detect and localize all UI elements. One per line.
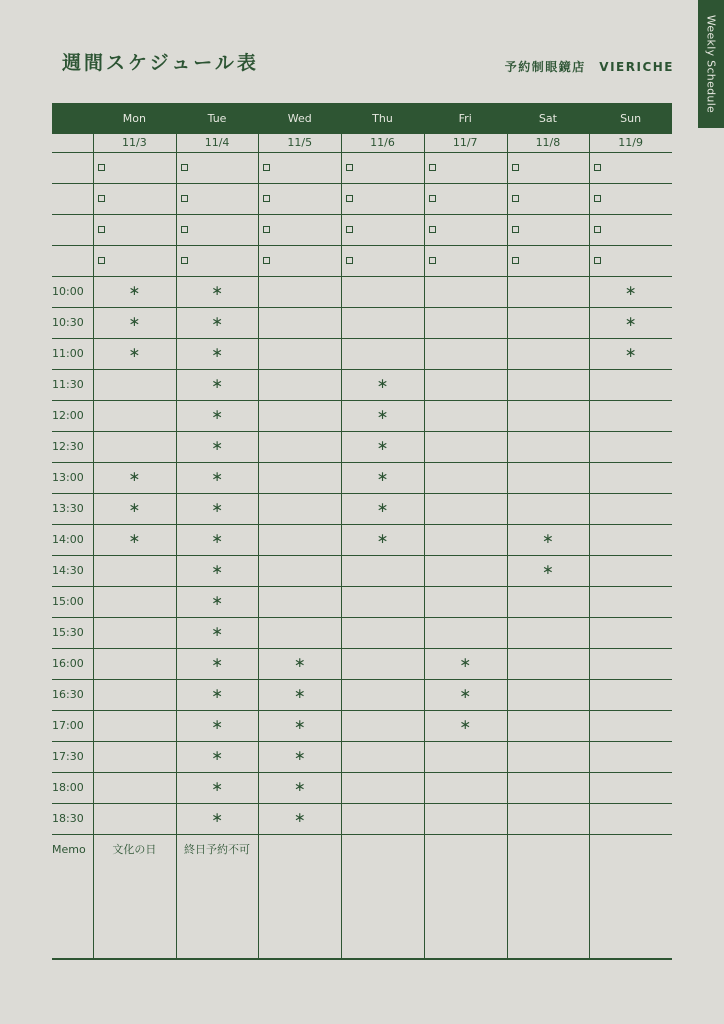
checkbox[interactable] [429,195,436,202]
checkbox[interactable] [263,257,270,264]
row-divider [52,617,672,618]
checkbox[interactable] [98,257,105,264]
date-cell: 11/8 [535,136,561,149]
booking-mark: ∗ [128,500,141,516]
checkbox[interactable] [181,257,188,264]
checkbox[interactable] [98,164,105,171]
day-header-mon: Mon [122,112,146,125]
day-header-sat: Sat [538,112,557,125]
day-header-bar [52,103,672,134]
booking-mark: ∗ [211,655,223,671]
booking-mark: ∗ [211,283,223,299]
date-cell: 11/7 [452,136,478,149]
booking-mark: ∗ [376,407,389,423]
time-label: 11:30 [52,378,84,391]
booking-mark: ∗ [376,376,389,392]
time-label: 10:00 [52,285,84,298]
memo-note: 終日予約不可 [184,843,251,856]
time-label: 12:00 [52,409,84,422]
checkbox[interactable] [346,257,353,264]
time-label: 13:30 [52,502,84,515]
booking-mark: ∗ [211,779,223,795]
column-divider [176,134,177,958]
checkbox[interactable] [429,164,436,171]
time-label: 16:00 [52,657,84,670]
row-divider [52,834,672,835]
checkbox[interactable] [181,164,188,171]
row-divider [52,741,672,742]
booking-mark: ∗ [211,500,223,516]
checkbox[interactable] [346,164,353,171]
memo-note: 文化の日 [112,843,157,856]
day-header-thu: Thu [372,112,393,125]
checkbox[interactable] [263,226,270,233]
row-divider [52,276,672,277]
day-header-wed: Wed [287,112,312,125]
row-divider [52,369,672,370]
booking-mark: ∗ [211,810,223,826]
time-label: 15:00 [52,595,84,608]
row-divider [52,462,672,463]
row-divider [52,524,672,525]
time-label: 18:00 [52,781,84,794]
time-label: 17:30 [52,750,84,763]
booking-mark: ∗ [376,531,389,547]
booking-mark: ∗ [624,283,637,299]
checkbox[interactable] [594,257,601,264]
row-divider [52,183,672,184]
checkbox[interactable] [594,164,601,171]
date-cell: 11/5 [287,136,313,149]
booking-mark: ∗ [293,686,306,702]
time-label: 14:30 [52,564,84,577]
row-divider [52,555,672,556]
time-label: 13:00 [52,471,84,484]
time-label: 15:30 [52,626,84,639]
row-divider [52,679,672,680]
checkbox[interactable] [594,195,601,202]
booking-mark: ∗ [128,283,141,299]
date-cell: 11/6 [370,136,395,149]
checkbox[interactable] [98,195,105,202]
booking-mark: ∗ [211,593,223,609]
booking-mark: ∗ [542,562,554,578]
booking-mark: ∗ [128,345,141,361]
booking-mark: ∗ [211,407,223,423]
booking-mark: ∗ [293,810,306,826]
booking-mark: ∗ [293,655,306,671]
booking-mark: ∗ [211,531,223,547]
row-divider [52,431,672,432]
checkbox[interactable] [512,164,519,171]
booking-mark: ∗ [128,531,141,547]
time-label: 14:00 [52,533,84,546]
checkbox[interactable] [512,257,519,264]
booking-mark: ∗ [211,748,223,764]
date-cell: 11/4 [204,136,230,149]
row-divider [52,307,672,308]
booking-mark: ∗ [211,717,223,733]
time-label: 16:30 [52,688,84,701]
checkbox[interactable] [429,226,436,233]
row-divider [52,400,672,401]
row-divider [52,152,672,153]
booking-mark: ∗ [293,779,306,795]
booking-mark: ∗ [293,717,306,733]
weekly-schedule-tab[interactable] [698,0,724,128]
booking-mark: ∗ [128,469,141,485]
booking-mark: ∗ [624,314,637,330]
booking-mark: ∗ [293,748,306,764]
booking-mark: ∗ [211,314,223,330]
date-cell: 11/3 [122,136,147,149]
row-divider [52,493,672,494]
booking-mark: ∗ [211,562,223,578]
row-divider [52,245,672,246]
row-divider [52,338,672,339]
bottom-rule [52,958,672,960]
booking-mark: ∗ [376,500,389,516]
booking-mark: ∗ [211,345,223,361]
checkbox[interactable] [429,257,436,264]
column-divider [507,134,508,958]
booking-mark: ∗ [211,686,223,702]
row-divider [52,710,672,711]
booking-mark: ∗ [376,438,389,454]
booking-mark: ∗ [376,469,389,485]
booking-mark: ∗ [211,376,223,392]
time-label: 10:30 [52,316,84,329]
column-divider [258,134,259,958]
day-header-fri: Fri [458,112,472,125]
time-label: 18:30 [52,812,84,825]
memo-label: Memo [52,843,86,856]
booking-mark: ∗ [459,717,472,733]
booking-mark: ∗ [128,314,141,330]
booking-mark: ∗ [459,655,472,671]
side-tab-label: Weekly Schedule [704,14,718,114]
checkbox[interactable] [181,195,188,202]
column-divider [341,134,342,958]
row-divider [52,772,672,773]
row-divider [52,803,672,804]
row-divider [52,214,672,215]
row-divider [52,586,672,587]
page-title: 週間スケジュール表 [62,52,259,74]
column-divider [424,134,425,958]
checkbox[interactable] [181,226,188,233]
booking-mark: ∗ [211,438,223,454]
time-label: 11:00 [52,347,84,360]
checkbox[interactable] [512,195,519,202]
checkbox[interactable] [346,195,353,202]
booking-mark: ∗ [459,686,472,702]
checkbox[interactable] [346,226,353,233]
time-label: 12:30 [52,440,84,453]
checkbox[interactable] [512,226,519,233]
checkbox[interactable] [263,195,270,202]
date-cell: 11/9 [618,136,643,149]
shop-name: 予約制眼鏡店 VIERICHE [504,60,674,74]
booking-mark: ∗ [211,624,223,640]
day-header-sun: Sun [620,112,642,125]
booking-mark: ∗ [211,469,223,485]
booking-mark: ∗ [542,531,554,547]
time-label: 17:00 [52,719,84,732]
booking-mark: ∗ [624,345,637,361]
day-header-tue: Tue [207,112,227,125]
checkbox[interactable] [594,226,601,233]
checkbox[interactable] [98,226,105,233]
checkbox[interactable] [263,164,270,171]
column-divider [589,134,590,958]
column-divider [93,134,94,958]
row-divider [52,648,672,649]
